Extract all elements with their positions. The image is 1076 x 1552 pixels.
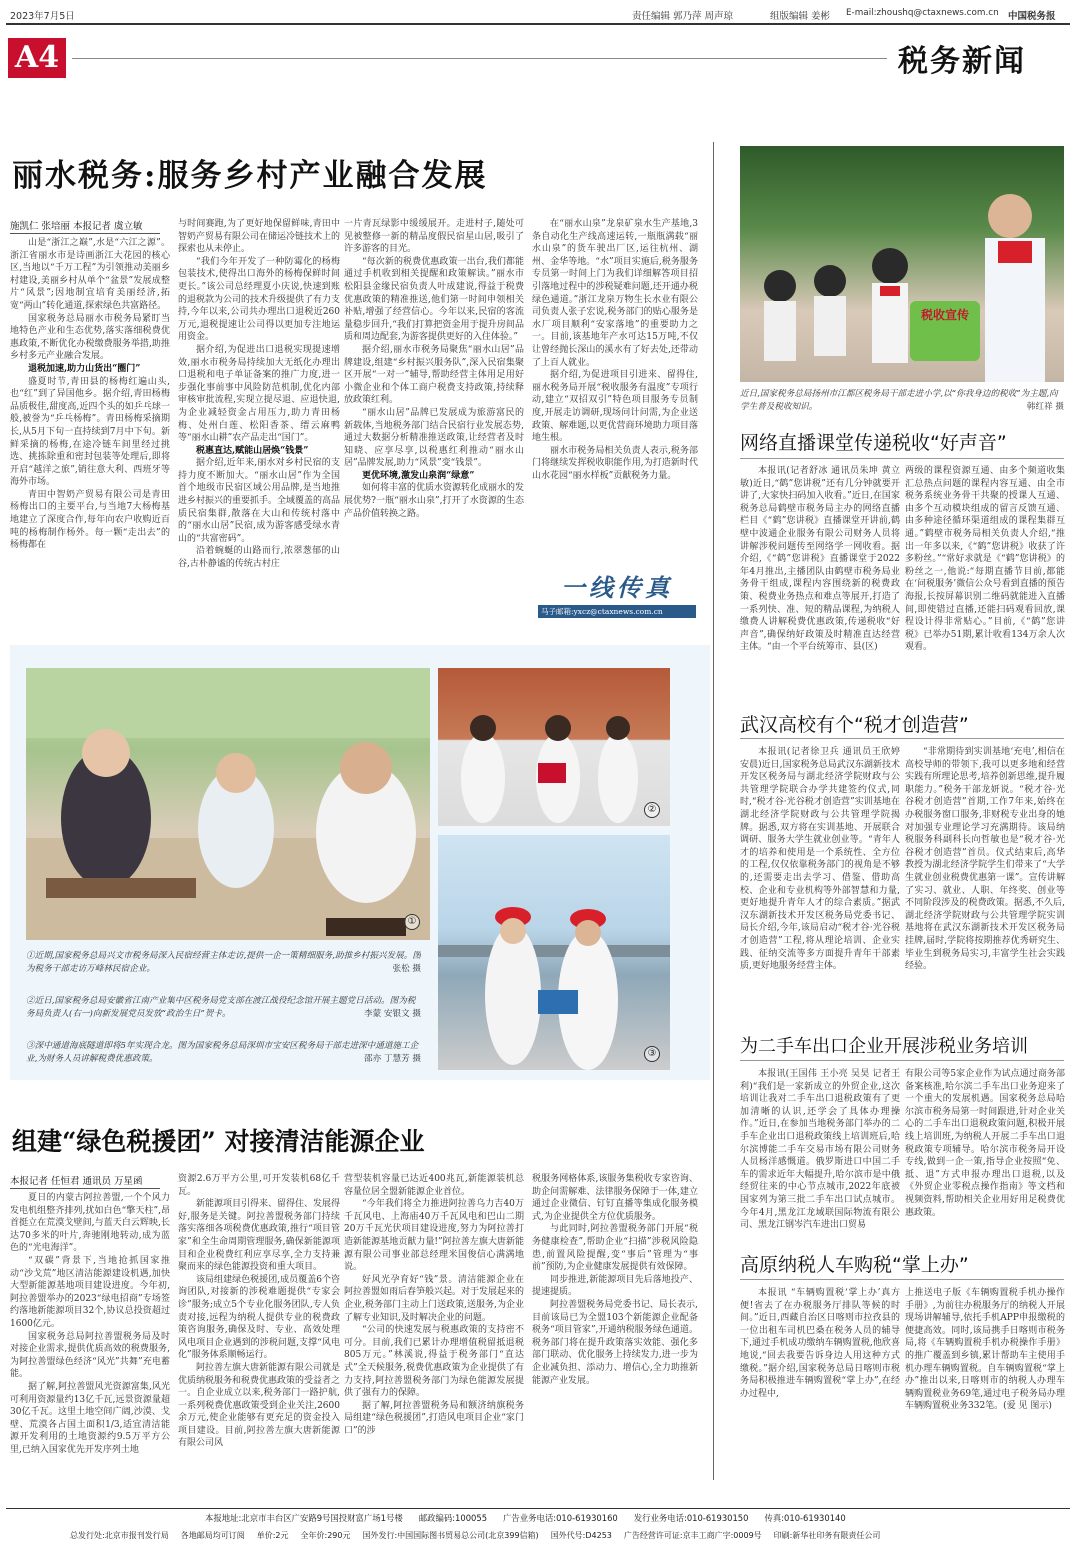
paragraph: 该局组建绿色税援团,成员覆盖6个咨询团队,对接新的涉税难题提供“专家会诊”服务;成立5个专业化服务团队,专人负责对接,远程为纳税人提供专业的税费政策咨询服务,确保及时、专业、高效处理风电项目企业遇到的涉税问题,支撑“风电化”服务体系顺畅运行。: [178, 1274, 340, 1361]
brief-title-3: 为二手车出口企业开展涉税业务培训: [740, 1036, 1028, 1057]
green-col-3: [344, 1173, 524, 1480]
footer-distributor: 总发行处:北京市报刊发行局: [70, 1531, 169, 1540]
paragraph: 据介绍,丽水市税务局聚焦“丽水山居”品牌建设,组建“乡村振兴服务队”,深入民宿集聚区开展“一对一”辅导,帮助经营主体用足用好小微企业和个体工商户税费支持政策,持续释放政策红利。: [344, 344, 524, 406]
paragraph: 盛夏时节,青田县的杨梅红遍山头,也“红”到了异国他乡。据介绍,青田杨梅品质极佳,甜度高,近四个头的如乒乓球一般,被誉为“乒乓杨梅”。青田杨梅采摘期长,从5月下旬一直持续到7月中下旬。新鲜采摘的杨梅,在途冷链车间里经过挑选、挑拣除重和密封包装等处理后,即将开启“越洋之旅”,销往意大利、西班牙等海外市场。: [10, 376, 170, 488]
photo-caption-1: [26, 950, 421, 984]
footer-address: 本报地址:北京市丰台区广安路9号国投财富广场1号楼: [205, 1513, 403, 1523]
paragraph: “每次新的税费优惠政策一出台,我们都能通过手机收到相关提醒和政策解读。”丽水市松阳县金缘民宿负责人叶成建说,得益于税费优惠政策的精准推送,他们第一时间申领相关补贴,增强了经营信心。今年以来,民宿的客流量稳步回升,“我们打算把资金用于提升房间品质和周边配套,为游客提供更好的入住体验。”: [344, 256, 524, 343]
photo-1: [26, 668, 430, 940]
paragraph: 一片青瓦绿影中缓缓展开。走进村子,随处可见被整修一新的精品度假民宿星山居,吸引了许多游客的目光。: [344, 219, 524, 255]
subheading: 退税加速,助力山货出“圈门”: [28, 363, 141, 374]
paragraph: “今年我们将全力推进阿拉善乌力吉40万千瓦风电、上海庙40万千瓦风电和巴山二期20万千瓦光伏项目建设进度,努力为阿拉善打造新能源基地贡献力量!”阿拉善左旗大唐新能源有限公司事业部总经理米国俊信心满满地说。: [344, 1199, 524, 1273]
photo-2-illustration: [438, 668, 670, 826]
main-col-2: [178, 218, 340, 634]
paragraph: 资源2.6万平方公里,可开发装机68亿千瓦。: [178, 1174, 340, 1197]
paragraph: 据了解,阿拉善盟风光资源富集,风光可利用资源量约13亿千瓦,远景资源量超30亿千瓦。这里土地空间广阔,沙漠、戈壁、荒漠各占国土面积1/3,适宜清洁能源开发利用的土地资源约9.5万平方公里,已纳入国家优先开发序列土地: [10, 1381, 170, 1455]
right-photo-illustration: [740, 146, 1064, 382]
right-photo: [740, 146, 1064, 382]
caption-text: 近日,国家税务总局扬州市江都区税务局干部走进小学,以“你我身边的税收”为主题,向学生普及税收知识。: [740, 389, 1058, 412]
footer-subscribe: 各地邮局均可订阅: [180, 1531, 245, 1540]
caption-credit: 李蒙 安银文 摄: [363, 1008, 421, 1019]
marker-2: ②: [644, 802, 660, 818]
caption-credit: 张松 摄: [392, 963, 421, 974]
caption-credit: 邵亦 丁慧芳 摄: [363, 1053, 421, 1064]
subheading: 更优环境,激发山泉润“绿意”: [362, 470, 475, 481]
main-byline: 施凯仁 张培丽 本报记者 虞立敏: [10, 218, 160, 234]
paragraph: 据介绍,为促进出口退税实现提速增效,丽水市税务局持续加大无纸化办理出口退税和电子单证备案的推广力度,进一步强化事前事中风险防范机制,优化内部审核审批流程,实现立提尽退、应退快退,为企业减轻资金占用压力,助力青田杨梅、处州白莲、松阳香茶、缙云麻鸭等“丽水山耕”农产品走出“国门”。: [178, 344, 340, 444]
paragraph: 据了解,阿拉善盟税务局和额济纳旗税务局组建“绿色税援团”,打造风电项目企业“家门口”的涉: [344, 1400, 524, 1436]
paragraph: 上推送电子版《车辆购置税手机办操作手册》,为前往办税服务厅的纳税人开展现场讲解辅导,依托手机APP申报缴税的便捷高效。同时,该局携手日喀则市税务局,将《车辆购置税手机办税操作手册》的推广覆盖到乡镇,累计帮助车主使用手机办理车辆购置税。自车辆购置税“掌上办”推出以来,日喀则市的纳税人办理车辆购置税业务69笔,通过电子税务局办理车辆购置税业务332笔。(爱 见 图示): [905, 1288, 1065, 1412]
paragraph: 国家税务总局阿拉善盟税务局及时对接企业需求,提供优质高效的税费服务,为阿拉善盟绿色经济“风光”共舞”充电蓄能。: [10, 1331, 170, 1380]
paragraph: “我们今年开发了一种防霉化的杨梅包装技术,使得出口海外的杨梅保鲜时间更长。”该公司总经理夏小庆说,快速到账的退税款为公司的技术升级提供了有力支持,今年以来,公司共办理出口退税近260万元,退税提速让公司得以更加专注地运用资金。: [178, 256, 340, 343]
photo-caption-3: [26, 1040, 421, 1074]
footer-line-1: [205, 1512, 1065, 1524]
header-layout: 组版编辑 姜彬: [770, 11, 831, 22]
footer-postcode: 邮政编码:100055: [418, 1513, 488, 1523]
footer-ad-phone: 广告业务电话:010-61930160: [503, 1513, 618, 1523]
right-photo-sign: 税收宣传: [920, 308, 969, 322]
paragraph: 本报讯(记者舒冰 通讯员朱坤 黄立敏)近日,“鹤”您讲税”还有几分钟就要开讲了,大家快扫码加入收看。”近日,在国家税务总局鹤壁市税务局主办的网络直播栏目《“鹤”您讲税》直播课堂开讲前,鹤壁中波通企业服务有限公司财务人员将讲解涉税问题传至网络学一网收看。据介绍,《“鹤”您讲税》直播课堂于2022年4月推出,主播团队由鹤壁市税务局业务骨干组成,课程内容围绕新的税费政策、税费业务热点和难点等展开,打造了一系列快、准、短的精品课程,为纳税人缴费人讲解税费优惠政策,传递税收“好声音”,确保纳好政策及时精准直达经营主体。“由一个平台统筹市、县(区): [740, 466, 900, 653]
brief-2-right: [905, 746, 1065, 1014]
paragraph: 山是“浙江之巅”,水是“六江之源”。浙江省丽水市是诗画浙江大花园的核心区,当地以“千万工程”为引领推动美丽乡村建设,美丽乡村从单个“盆景”发展成整片“风景”;因地制宜培育美丽经济,拓宽“两山”转化通道,探索绿色共富路径。: [10, 238, 170, 311]
marker-3: ③: [644, 1046, 660, 1062]
paragraph: 营型装机容量已达近400兆瓦,新能源装机总容量位居全盟新能源企业首位。: [344, 1174, 524, 1197]
footer-dist-phone: 发行业务电话:010-61930150: [633, 1513, 749, 1523]
section-title: 税务新闻: [898, 44, 1026, 79]
paragraph: “公司的快速发展与税惠政策的支持密不可分。目前,我们已累计办理增值税留抵退税805万元。”林溪说,得益于税务部门“直达式”全天候服务,税费优惠政策为企业提供了有力支持,阿拉善盟税务部门为绿色能源发展提供了强有力的保障。: [344, 1325, 524, 1399]
paragraph: 有限公司等5家企业作为试点通过商务部备案核准,哈尔滨二手车出口业务迎来了一个重大的发展机遇。国家税务总局哈尔滨市税务局第一时间跟进,针对企业关心的二手车出口退税政策问题,积极开展线上培训班,为纳税人开展二手车出口退税政策专项辅导。哈尔滨市税务局开设专线,做到一企一策,指导企业按照“免、抵、退”方式申报办理出口退税,以及《外贸企业零税点操作指南》等文档和视频资料,帮助相关企业用好用足税费优惠政策。: [905, 1069, 1065, 1218]
photo-3-illustration: [438, 835, 670, 1070]
column-stamp: [538, 568, 696, 616]
paragraph: 本报讯(记者徐卫兵 通讯员王欣婷 安晨)近日,国家税务总局武汉东湖新技术开发区税务局与湖北经济学院财政与公共管理学院联合办学共建签约仪式,同时,“税才谷·光谷税才创造营”实训基地在湖北经济学院财政与公共管理学院揭牌。据悉,双方将在实训基地、开展联合调研、服务大学生就业创业等。“青年人才的培养和使用是一个系统性、全方位的工程,仅仅依靠税务部门的视角是不够的,还需要走出去学习、借鉴、借助高校、企业和专业机构等外部智慧和力量,更好地提升青年人才的综合素质。”据武汉东湖新技术开发区税务局党委书记、局长介绍,今年,该局启动“税才谷·光谷税才创造营”工程,将从理论培训、企业实践、征纳交流等多方面提升青年干部素质,更好地服务经营主体。: [740, 747, 900, 972]
main-col-3: [344, 218, 524, 634]
paragraph: 在“丽水山泉”龙泉矿泉水生产基地,3条自动化生产线高速运转,一瓶瓶满载“丽水山泉”的货车驶出厂区,运往杭州、湖州、金华等地。“水”项目实施后,税务服务专员第一时间上门为我们详细解答项目招引落地过程中的涉税疑难问题,还开通办税绿色通道。”浙江龙泉万物生长水业有限公司负责人张子宏说,税务部门的贴心服务是水厂项目顺利“安家落地”的重要助力之一。目前,该基地年产水可达15万吨,不仅让曾经抛长深山的溪水有了好去处,还带动了上百人就业。: [532, 219, 698, 368]
brief-title-2: 武汉高校有个“税才创造营”: [740, 714, 969, 736]
right-photo-caption: [740, 388, 1064, 418]
main-headline: 丽水税务:服务乡村产业融合发展: [12, 158, 488, 194]
paragraph: 本报讯(王国伟 王小亮 吴昊 记者王利)“我们是一家新成立的外贸企业,这次培训让我对二手车出口退税政策有了更加清晰的认识,还学会了具体办理操作。”近日,在参加当地税务部门举办的二手车企业出口退税政策线上培训班后,哈尔滨博能二手车交易市场有限公司财务人员杨洋感慨道。俄罗斯进口中国二手车的需求近年大幅提升,哈尔滨市是中俄经贸往来的中心节点城市,2022年底被国家列为第三批二手车出口试点城市。今年4月,黑龙江龙域联国际物流有限公司、黑龙江钢岑汽车进出口贸易: [740, 1069, 900, 1231]
brief-title-4: 高原纳税人车购税“掌上办”: [740, 1254, 969, 1276]
header-email: E-mail:zhoushq@ctaxnews.com.cn: [846, 8, 999, 18]
green-byline: 本报记者 任恒君 通讯员 万星函: [10, 1173, 160, 1189]
header-editors: 责任编辑 郭乃萍 周声琼: [632, 11, 734, 22]
footer-foreign-code: 国外代号:D4253: [550, 1531, 612, 1540]
green-col-4: [532, 1173, 698, 1480]
paragraph: 阿拉善盟税务局党委书记、局长表示,目前该局已为全盟103个新能源企业配备税务“项目管家”,开通纳税服务绿色通道。税务部门将在提升政策落实效能、强化多部门联动、优化服务上持续发力,进一步为企业减负担、添动力、增信心,全力助推新能源产业发展。: [532, 1299, 698, 1386]
footer-ad-license: 广告经营许可证:京丰工商广字:0009号: [623, 1531, 762, 1540]
photo-2: [438, 668, 670, 826]
paragraph: 本报讯 “车辆购置税‘掌上办’真方便!省去了在办税服务厅排队等候的时间。”近日,西藏自治区日喀则市拉孜县的一位出租车司机巴桑在税务人员的辅导下,通过手机成功缴纳车辆购置税,他欣喜地说,“回去我要告诉身边人用这种方式缴税。”据介绍,国家税务总局日喀则市税务局积极推进车辆购置税“掌上办”,在经办过程中,: [740, 1288, 900, 1399]
photo-caption-2: [26, 995, 421, 1029]
paragraph: 如何将丰富的优质水资源转化成丽水的发展优势?一瓶“丽水山泉”,打开了水资源的生态产品价值转换之路。: [344, 483, 524, 519]
paragraph: “双碳”背景下,当地抢抓国家推动“沙戈荒”地区清洁能源建设机遇,加快大型新能源基地项目建设进度。今年初,阿拉善盟举办的2023“绿电招商”专场签约落地新能源项目32个,协议总投资超过1600亿元。: [10, 1255, 170, 1329]
paragraph: 丽水市税务局相关负责人表示,税务部门将继续发挥税收职能作用,为打造新时代山水花园“丽水样板”贡献税务力量。: [532, 445, 698, 481]
brief-4-right: [905, 1287, 1065, 1480]
paragraph: 青田中智奶产贸易有限公司是青田杨梅出口的主要平台,与当地7大杨梅基地建立了深度合作,每年向农户收购近百吨的杨梅制作杨外。每一颗“走出去”的杨梅都在: [10, 489, 170, 551]
footer-foreign: 国外发行:中国国际图书贸易总公司(北京399信箱): [362, 1531, 539, 1540]
photo-1-illustration: [26, 668, 430, 940]
brief-3-left: [740, 1068, 900, 1236]
paragraph: 同步推进,新能源项目先后落地投产、提速提质。: [532, 1274, 698, 1298]
main-col-1: [10, 237, 170, 634]
stamp-title: 一线传真: [561, 573, 673, 602]
caption-text: ①近期,国家税务总局兴文市税务局深入民宿经营主体走访,提供一企一策精细服务,助推乡村振兴发展。图为税务干部走访万峰林民宿企业。: [26, 951, 421, 974]
paragraph: 沿着蜿蜒的山路而行,浓翠葱郁的山谷,古朴静谧的传统古村庄: [178, 546, 340, 570]
green-headline: 组建“绿色税援团” 对接清洁能源企业: [12, 1127, 425, 1156]
caption-credit: 韩红祥 摄: [1026, 401, 1064, 412]
paragraph: 税服务网格体系,该服务集税收专家咨询、助企问需解难、法律服务保障于一体,建立通过企业微信、钉钉直播等集成化服务模式,为企业提供全方位优质服务。: [532, 1174, 698, 1222]
photo-3: [438, 835, 670, 1070]
stamp-email: 马子邮箱:yxcz@ctaxnews.com.cn: [538, 605, 696, 618]
brief-title-1: 网络直播课堂传递税收“好声音”: [740, 432, 1007, 454]
paragraph: 国家税务总局丽水市税务局紧盯当地特色产业和生态优势,落实落细税费优惠政策,不断优化办税缴费服务举措,助推乡村多元产业融合发展。: [10, 313, 170, 362]
caption-text: ③深中通道海底隧道即将5年实现合龙。图为国家税务总局深圳市宝安区税务局干部走进深中通道施工企业,为财务人员讲解税费优惠政策。: [26, 1041, 419, 1064]
paragraph: 据介绍,近年来,丽水对乡村民宿的支持力度不断加大。“丽水山居”作为全国首个地级市民宿区域公用品牌,是当地推进乡村振兴的重要抓手。全域覆盖的高品质民宿集群,散落在大山和传统村落中的“丽水山居”民宿,成为游客感受绿水青山的“共富密码”。: [178, 458, 340, 544]
footer-annual-price: 全年价:290元: [300, 1531, 351, 1540]
paragraph: 据介绍,为促进项目引进来、留得住,丽水税务局开展“税收服务有温度”专项行动,建立“双招双引”特色项目服务专员制度,开展走访调研,现场问计问需,为企业送政策、解难题,以更优营商环境助力项目落地生根。: [532, 370, 698, 444]
footer-line-2: [70, 1530, 1070, 1541]
paragraph: 阿拉善左旗大唐新能源有限公司就是优质纳税服务和税费优惠政策的受益者之一。自企业成立以来,税务部门一路护航,一系列税费优惠政策受到企业关注,2600余万元,使企业能够有更充足的资金投入项目建设。目前,阿拉善左旗大唐新能源有限公司风: [178, 1362, 340, 1449]
caption-text: ②近日,国家税务总局安徽省江南产业集中区税务局党支部在渡江战役纪念馆开展主题党日活动。图为税务局负责人(右一)向新发展党员发放“政治生日”贺卡。: [26, 996, 416, 1019]
paragraph: 两级的课程资源互通、由多个频道收集汇总热点问题的课程内容互通、由全市税务系统业务骨干共聚的授课人互通、由多个互动模块组成的留言反馈互通、由多种途径循环渠道组成的课程集群互通。”鹤壁市税务局相关负责人介绍,“推出一年多以来,《“鹤”您讲税》收获了许多粉丝。”“常好求就是《“鹤”您讲税》的粉丝之一,他说:“每期直播节目前,都能在‘问税服务’微信公众号看到直播的预告海报,长按屏幕识别二维码就能进入直播间,即使错过直播,还能扫码观看回放,课程设计得非常贴心。”目前,《“鹤”您讲税》已举办51期,累计收看134万余人次观看。: [905, 466, 1065, 653]
paragraph: 好风光孕育好“钱”景。清洁能源企业在阿拉善盟如雨后春笋般兴起。对于发展起来的企业,税务部门主动上门送政策,送服务,为企业了解专业知识,及时解决企业的问题。: [344, 1274, 524, 1323]
paragraph: 新能源项目引得来、留得住、发展得好,服务是关键。阿拉善盟税务部门持续落实落细各项税费优惠政策,推行“项目管家”和全生命周期管理服务,确保新能源项目和企业税费红利应享尽享,全力支持兼聚而来的绿色能源投资和重大项目。: [178, 1199, 340, 1273]
page-number: A4: [8, 38, 66, 78]
brief-2-left: [740, 746, 900, 1014]
green-col-1: [10, 1192, 170, 1480]
paragraph: 与此同时,阿拉善盟税务部门开展“税务健康检查”,帮助企业“扫描”涉税风险隐患,前置风险提醒,变“事后”管理为“事前”预防,为企业健康发展提供有效保障。: [532, 1224, 698, 1273]
brief-3-right: [905, 1068, 1065, 1236]
paragraph: “非常期待到实训基地‘充电’,相信在高校导师的带领下,我可以更多地和经营实践有所理论思考,培养创新思维,提升履职能力。”税务干部龙妍说。“税才谷·光谷税才创造营”首期,工作7年来,始终在办税服务窗口服务,非财税专业出身的她对加强专业理论学习充满期待。该局纳税服务科副科长向哲敏也是“税才谷·光谷税才创造营”首员。仪式结束后,高华教授为湖北经济学院学生们带来了“大学生就业创业税费优惠第一课”。宣传讲解了实习、就业、人职、年终奖、创业等不同阶段涉及的税费政策。据悉,不久后,湖北经济学院财政与公共管理学院实训基地将在武汉东湖新技术开发区税务局挂牌,届时,学院将按期推荐优秀研究生、毕业生到税务局实习,丰富学生社会实践经验。: [905, 747, 1065, 972]
header-paper: 中国税务报: [1008, 11, 1056, 22]
paragraph: 与时间赛跑,为了更好地保留鲜味,青田中智奶产贸易有限公司在储运冷链技术上的探索也从未停止。: [178, 219, 340, 255]
footer-price: 单价:2元: [256, 1531, 289, 1540]
paragraph: 夏日的内蒙古阿拉善盟,一个个风力发电机组整齐排列,扰如白色“擎天柱”,昂首挺立在荒漠戈壁间,与蓝天白云辉映,长达70多米的叶片,奔驰刚地转动,成为蓝色的“光电海洋”。: [10, 1193, 170, 1254]
subheading: 税惠直达,赋能山居焕“钱景”: [196, 445, 309, 456]
green-col-2: [178, 1173, 340, 1480]
main-col-4: [532, 218, 698, 558]
footer-printer: 印刷:新华社印务有限责任公司: [773, 1531, 881, 1540]
header-date: 2023年7月5日: [10, 11, 75, 22]
brief-1-left: [740, 465, 900, 685]
footer-fax: 传真:010-61930140: [764, 1513, 846, 1523]
brief-1-right: [905, 465, 1065, 685]
marker-1: ①: [404, 914, 420, 930]
brief-4-left: [740, 1287, 900, 1480]
paragraph: “丽水山居”品牌已发展成为旅游富民的新载体,当地税务部门结合民宿行业发展态势,通过大数据分析精准推送政策,让经营者及时知晓、应享尽享,以税惠红利推动“丽水山居”品牌发展,助力“风景”变“钱景”。: [344, 407, 524, 469]
